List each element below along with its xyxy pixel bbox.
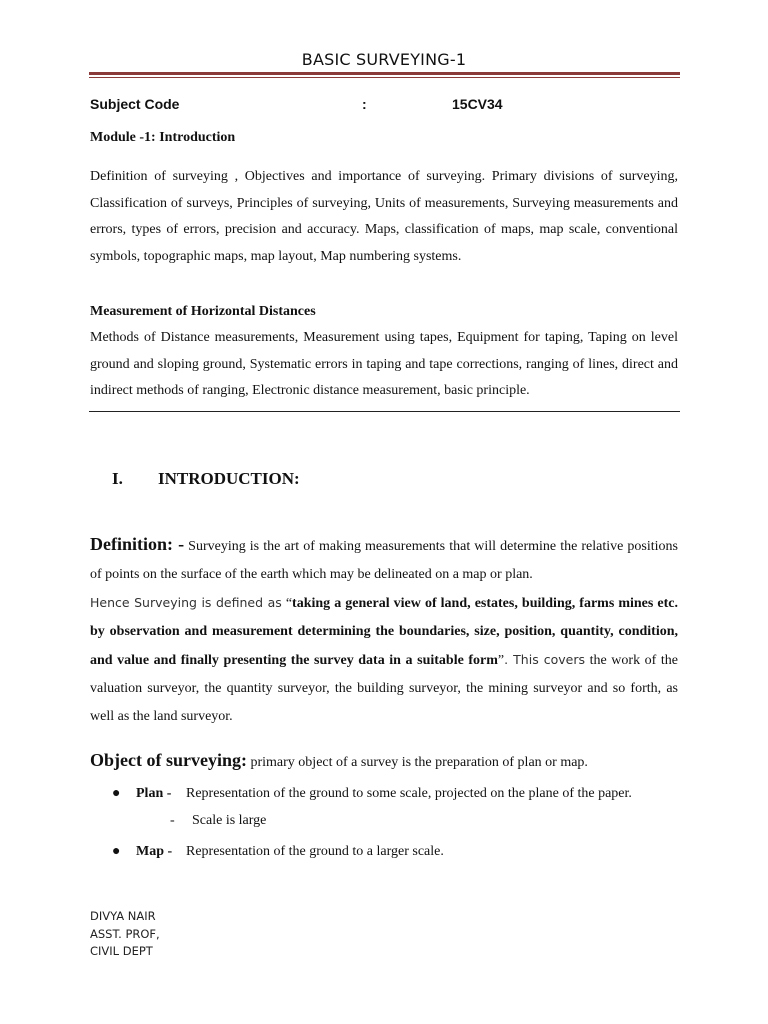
definition-text: Surveying is the art of making measurements that will determine the relative positions of points on the surface of the earth which may be delineated on a map or plan. <box>90 539 678 582</box>
definition-continuation: the work of the valuation surveyor, the quantity surveyor, the building surveyor, the mining surveyor and so forth, as well as the land surveyor. <box>90 653 678 724</box>
bullet-text: Representation of the ground to a larger scale. <box>186 844 444 859</box>
section-heading <box>112 469 300 489</box>
header-rule-thin <box>89 77 680 78</box>
object-label: Object of surveying: <box>90 750 247 770</box>
sub-list-item <box>170 813 266 829</box>
subject-code-label: Subject Code <box>90 96 180 112</box>
bullet-term: Plan - <box>136 786 172 801</box>
page-footer <box>90 908 160 961</box>
sub-bullet-text: Scale is large <box>192 813 267 828</box>
module-title: Module -1: Introduction <box>90 130 236 145</box>
horizontal-distances-heading: Measurement of Horizontal Distances <box>90 304 316 319</box>
section-title: INTRODUCTION: <box>158 469 300 488</box>
footer-author: DIVYA NAIR <box>90 909 156 923</box>
page-header-title: BASIC SURVEYING-1 <box>301 50 467 69</box>
list-item <box>112 844 444 860</box>
bullet-term: Map - <box>136 844 173 859</box>
module-description: Definition of surveying , Objectives and importance of surveying. Primary divisions of surveying, Classification of surveys, Principles of surveying, Units of measurements, Surveying measurements and errors, types of errors, precision and accuracy. Maps, classification of maps, map scale, conventional symbols, topographic maps, map layout, Map numbering systems. <box>90 169 678 264</box>
horizontal-distances-text: Methods of Distance measurements, Measurement using tapes, Equipment for taping, Taping on level ground and sloping ground, Systematic errors in taping and tape corrections, ranging of lines, direct and indirect methods of ranging, Electronic distance measurement, basic principle. <box>90 330 678 398</box>
subject-code-colon: : <box>362 96 367 112</box>
bullet-dot-icon: ● <box>112 786 121 801</box>
object-of-surveying <box>90 750 588 771</box>
definition-quote: taking a general view of land, estates, building, farms mines etc. by observation and measurement determining the boundaries, size, position, quantity, condition, and value and finally presenting the survey data in a suitable form <box>90 596 678 668</box>
section-number: I. <box>112 469 123 488</box>
footer-department: CIVIL DEPT <box>90 944 153 958</box>
list-item <box>112 786 632 802</box>
close-quote: ” <box>497 653 505 668</box>
open-quote: “ <box>281 596 293 611</box>
definition-intro: Hence Surveying is defined as <box>90 595 282 610</box>
section-divider <box>89 411 680 412</box>
definition-label: Definition: - <box>90 534 185 554</box>
header-rule-thick <box>89 72 680 75</box>
bullet-text: Representation of the ground to some scale, projected on the plane of the paper. <box>186 786 632 801</box>
sub-bullet-dash: - <box>170 813 175 828</box>
definition-paragraph <box>90 530 678 731</box>
object-text: primary object of a survey is the preparation of plan or map. <box>246 755 588 770</box>
bullet-dot-icon: ● <box>112 844 121 859</box>
definition-covers: . This covers <box>504 652 586 667</box>
footer-designation: ASST. PROF, <box>90 926 160 941</box>
subject-code-value: 15CV34 <box>452 96 503 112</box>
